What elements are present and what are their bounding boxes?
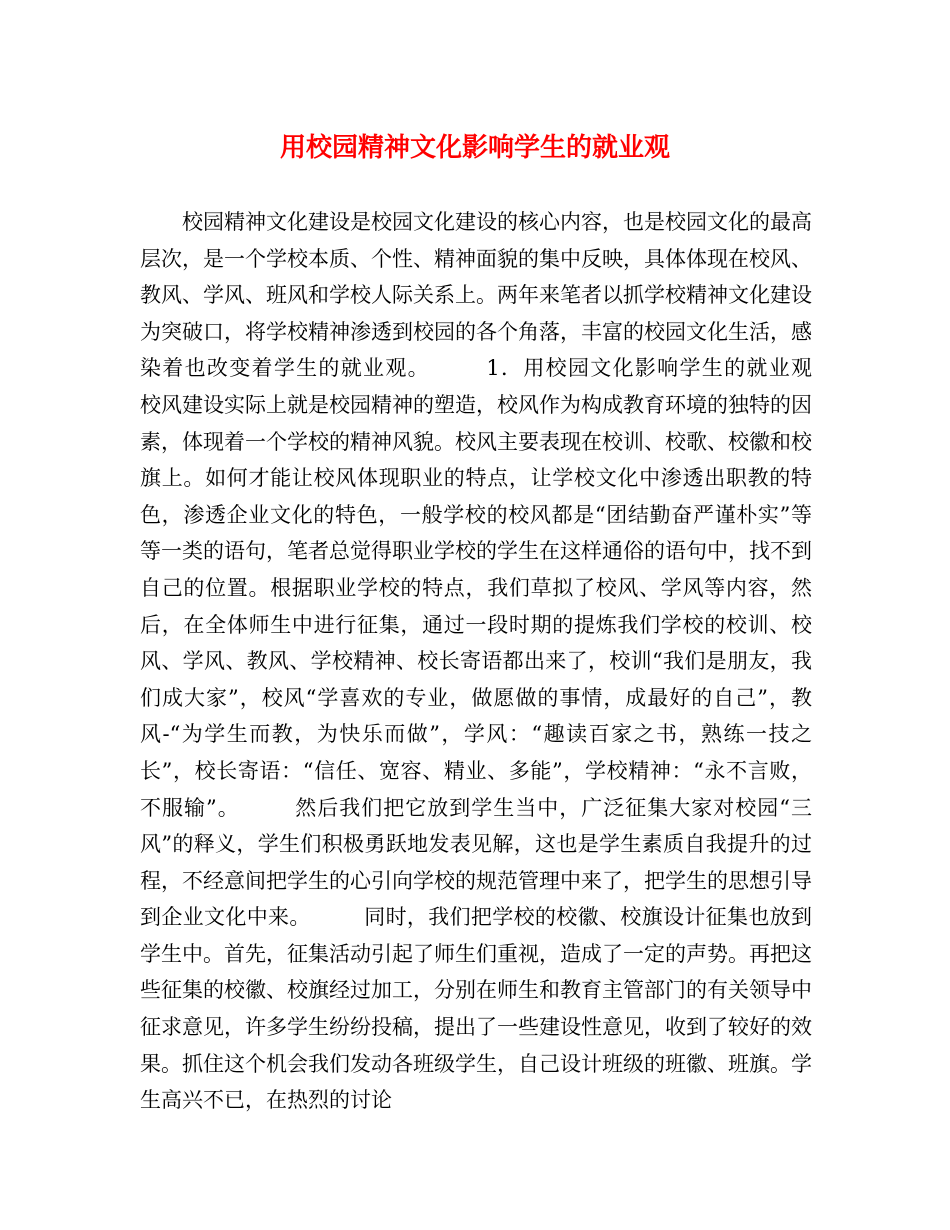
document-body-paragraph: 校园精神文化建设是校园文化建设的核心内容，也是校园文化的最高层次，是一个学校本质、个性、精神面貌的集中反映，具体体现在校风、教风、学风、班风和学校人际关系上。两年来笔者以抓学校精神文化建设为突破口，将学校精神渗透到校园的各个角落，丰富的校园文化生活，感染着也改变着学生的就业观。 1．用校园文化影响学生的就业观 校风建设实际上就是校园精神的塑造，校风作为构成教育环境的独特的因素，体现着一个学校的精神风貌。校风主要表现在校训、校歌、校徽和校旗上。如何才能让校风体现职业的特点，让学校文化中渗透出职教的特色，渗透企业文化的特色，一般学校的校风都是“团结勤奋严谨朴实”等等一类的语句，笔者总觉得职业学校的学生在这样通俗的语句中，找不到自己的位置。根据职业学校的特点，我们草拟了校风、学风等内容，然后，在全体师生中进行征集，通过一段时期的提炼我们学校的校训、校风、学风、教风、学校精神、校长寄语都出来了，校训“我们是朋友，我们成大家”，校风“学喜欢的专业，做愿做的事情，成最好的自己”，教风-“为学生而教，为快乐而做”，学风：“趣读百家之书，熟练一技之长”，校长寄语：“信任、宽容、精业、多能”，学校精神：“永不言败，不服输”。 然后我们把它放到学生当中，广泛征集大家对校园“三风”的释义，学生们积极勇跃地发表见解，这也是学生素质自我提升的过程，不经意间把学生的心引向学校的规范管理中来了，把学生的思想引导到企业文化中来。 同时，我们把学校的校徽、校旗设计征集也放到学生中。首先，征集活动引起了师生们重视，造成了一定的声势。再把这些征集的校徽、校旗经过加工，分别在师生和教育主管部门的有关领导中征求意见，许多学生纷纷投稿，提出了一些建设性意见，收到了较好的效果。抓住这个机会我们发动各班级学生，自己设计班级的班徽、班旗。学生高兴不已，在热烈的讨论 [140,210,875,1113]
document-title: 用校园精神文化影响学生的就业观 [279,133,670,163]
